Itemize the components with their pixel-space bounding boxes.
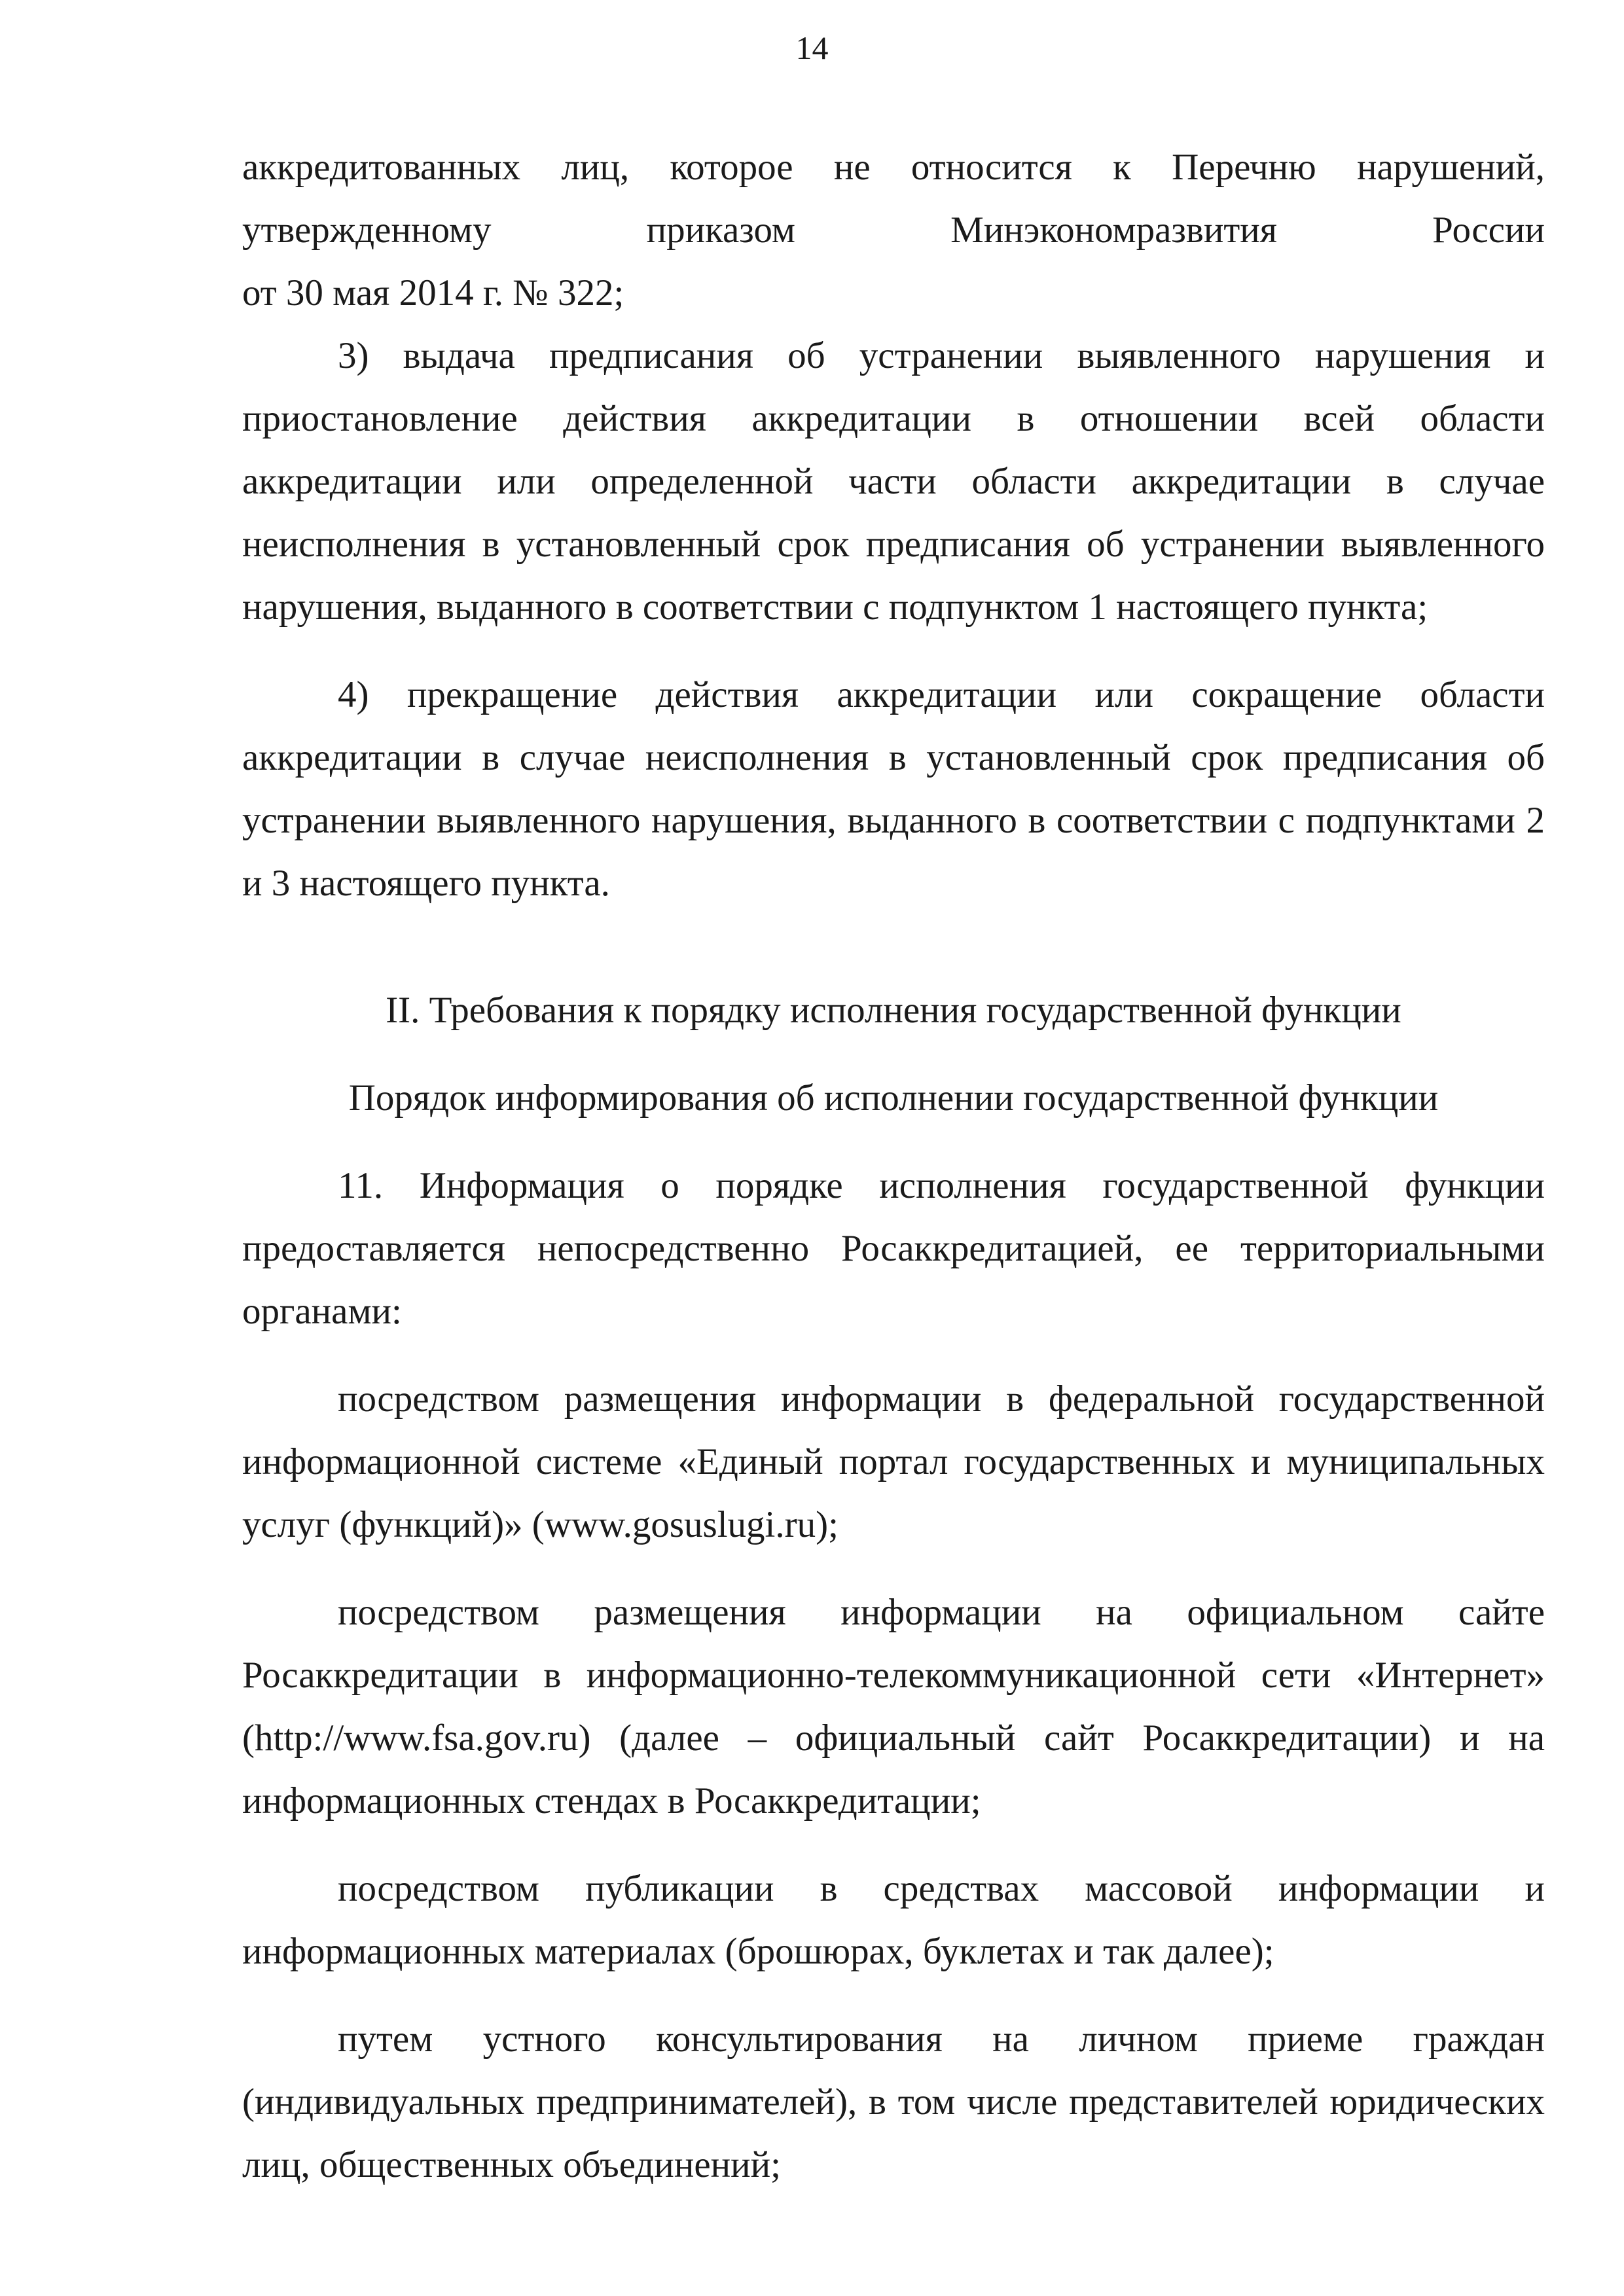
document-body — [242, 136, 1545, 2197]
paragraph-item-3: 3) выдача предписания об устранении выявленного нарушения и приостановление действия аккредитации в отношении всей области аккредитации или определенной части области аккредитации в случае неисполнения в установленный срок предписания об устранении выявленного нарушения, выданного в соответствии с подпунктом 1 настоящего пункта; — [242, 335, 1545, 628]
paragraph-continuation-line2: утвержденному приказом Минэкономразвития России — [242, 209, 1545, 251]
subsection-heading: Порядок информирования об исполнении государственной функции — [348, 1077, 1439, 1119]
section-heading: II. Требования к порядку исполнения государственной функции — [386, 990, 1401, 1031]
paragraph-official-site: посредством размещения информации на официальном сайте Росаккредитации в информационно-телекоммуникационной сети «Интернет» (http://www.fsa.gov.ru) (далее – официальный сайт Росаккредитации) и на информационных стендах в Росаккредитации; — [242, 1592, 1545, 1821]
paragraph-consultation: путем устного консультирования на личном приеме граждан (индивидуальных предпринимателей), в том числе представителей юридических лиц, общественных объединений; — [242, 2018, 1545, 2185]
paragraph-gosuslugi: посредством размещения информации в федеральной государственной информационной системе «Единый портал государственных и муниципальных услуг (функций)» (www.gosuslugi.ru); — [242, 1378, 1545, 1545]
paragraph-media: посредством публикации в средствах массовой информации и информационных материалах (брошюрах, буклетах и так далее); — [242, 1868, 1545, 1972]
page-number: 14 — [795, 29, 829, 66]
paragraph-continuation-line1: аккредитованных лиц, которое не относится к Перечню нарушений, — [242, 147, 1545, 188]
paragraph-11: 11. Информация о порядке исполнения государственной функции предоставляется непосредственно Росаккредитацией, ее территориальными органами: — [242, 1165, 1545, 1332]
paragraph-item-4: 4) прекращение действия аккредитации или сокращение области аккредитации в случае неисполнения в установленный срок предписания об устранении выявленного нарушения, выданного в соответствии с подпунктами 2 и 3 настоящего пункта. — [242, 674, 1545, 904]
paragraph-continuation-line3: от 30 мая 2014 г. № 322; — [242, 272, 624, 314]
